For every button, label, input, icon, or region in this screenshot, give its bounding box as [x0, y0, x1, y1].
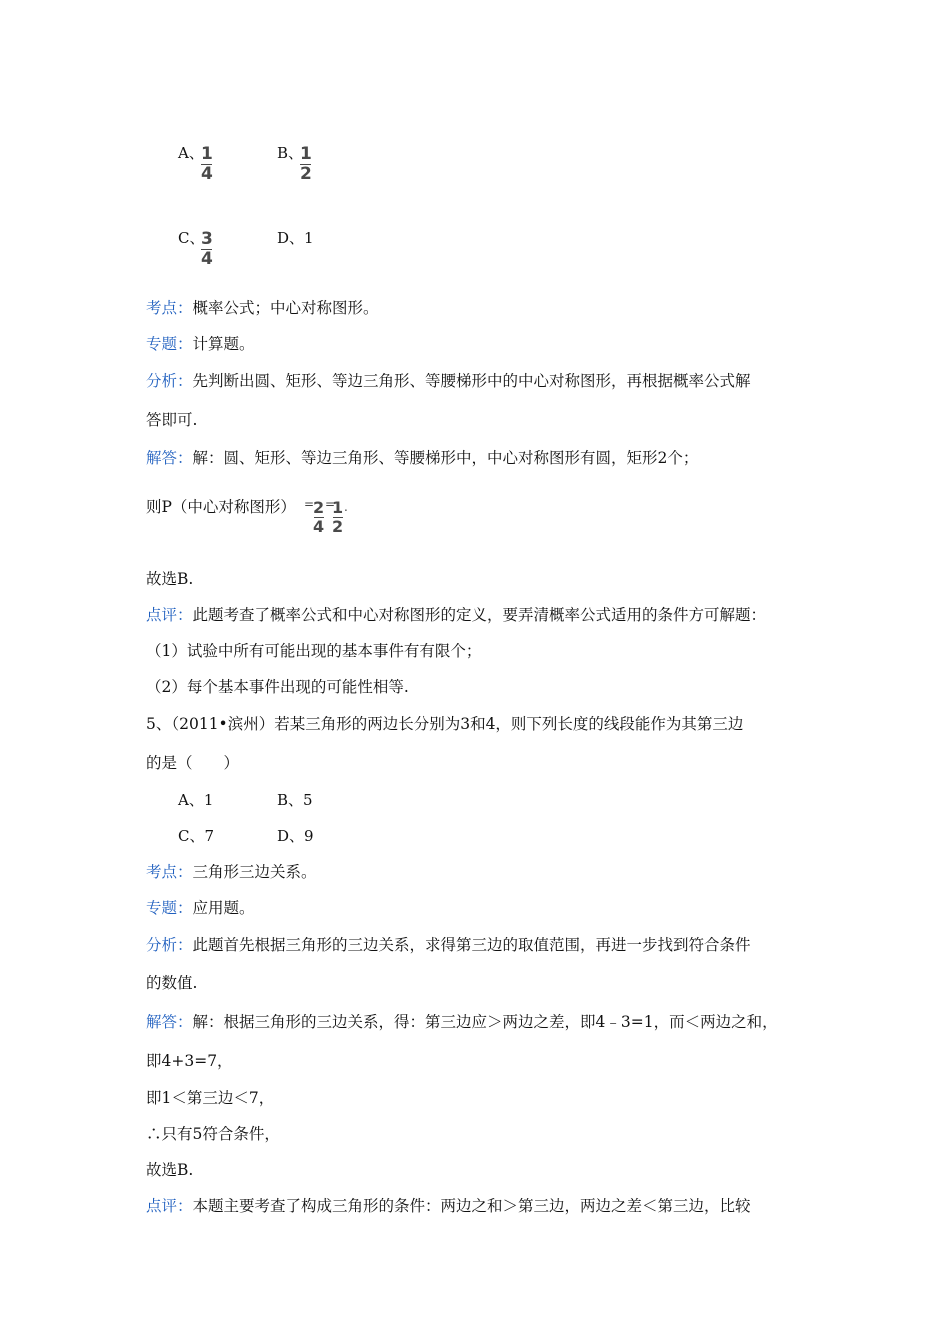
probability-formula-prefix: 则P（中心对称图形） [146, 498, 296, 516]
question-5-line-2: 的是（ ） [146, 754, 240, 772]
formula-period: . [344, 500, 348, 514]
fenxi-line [146, 935, 751, 955]
option-b-label: B、 [277, 144, 304, 162]
fraction-denominator: 2 [300, 164, 312, 184]
zhuanti-text: 应用题。 [192, 899, 255, 917]
option-d: D、9 [277, 827, 314, 845]
formula-equals-2: = [325, 497, 336, 511]
dianping-label: 点评： [146, 1197, 193, 1215]
kaodian-line [146, 862, 317, 882]
fraction-denominator: 4 [201, 249, 213, 269]
zhuanti-label: 专题： [146, 335, 193, 353]
jieda-label: 解答： [146, 1013, 193, 1031]
fraction-numerator: 2 [313, 498, 325, 517]
kaodian-text: 三角形三边关系。 [192, 863, 317, 881]
jieda-label: 解答： [146, 449, 193, 467]
option-d: D、1 [277, 229, 314, 247]
jieda-step-4: ∴只有5符合条件， [146, 1125, 280, 1143]
kaodian-line [146, 298, 379, 318]
fenxi-text: 先判断出圆、矩形、等边三角形、等腰梯形中的中心对称图形，再根据概率公式解 [192, 372, 751, 390]
option-a-label: A、 [178, 144, 204, 162]
jieda-text: 解：根据三角形的三边关系，得：第三边应＞两边之差，即4﹣3=1，而＜两边之和， [192, 1013, 778, 1031]
dianping-line [146, 605, 766, 625]
fraction-numerator: 1 [300, 144, 312, 164]
question-5-line-1: 5、（2011•滨州）若某三角形的两边长分别为3和4，则下列长度的线段能作为其第三边 [146, 715, 744, 733]
jieda-step-2: 即4+3=7， [146, 1052, 233, 1070]
answer-line: 故选B. [146, 1161, 194, 1179]
dianping-label: 点评： [146, 606, 193, 624]
fraction-denominator: 4 [313, 517, 325, 536]
jieda-line [146, 1012, 778, 1032]
condition-1: （1）试验中所有可能出现的基本事件有有限个； [146, 642, 482, 660]
kaodian-text: 概率公式；中心对称图形。 [192, 299, 379, 317]
zhuanti-line [146, 334, 255, 354]
fraction-denominator: 2 [332, 517, 344, 536]
zhuanti-text: 计算题。 [192, 335, 255, 353]
fraction-numerator: 3 [201, 229, 213, 249]
fraction-numerator: 1 [201, 144, 213, 164]
kaodian-label: 考点： [146, 299, 193, 317]
option-b-fraction [300, 146, 312, 183]
dianping-line [146, 1196, 751, 1216]
fenxi-line [146, 371, 751, 391]
fenxi-label: 分析： [146, 936, 193, 954]
kaodian-label: 考点： [146, 863, 193, 881]
fenxi-continuation: 答即可. [146, 411, 198, 429]
option-c: C、7 [178, 827, 215, 845]
option-b: B、5 [277, 791, 313, 809]
option-c-label: C、 [178, 229, 205, 247]
option-a: A、1 [178, 791, 214, 809]
formula-fraction-2-4 [313, 500, 324, 535]
dianping-text: 本题主要考查了构成三角形的条件：两边之和＞第三边，两边之差＜第三边，比较 [192, 1197, 751, 1215]
formula-fraction-1-2 [332, 500, 343, 535]
zhuanti-line [146, 898, 255, 918]
dianping-text: 此题考查了概率公式和中心对称图形的定义，要弄清概率公式适用的条件方可解题： [192, 606, 767, 624]
fraction-numerator: 1 [332, 498, 344, 517]
condition-2: （2）每个基本事件出现的可能性相等. [146, 678, 409, 696]
formula-equals-1: = [304, 497, 315, 511]
jieda-step-3: 即1＜第三边＜7， [146, 1089, 275, 1107]
answer-line: 故选B. [146, 570, 194, 588]
fraction-denominator: 4 [201, 164, 213, 184]
jieda-line [146, 448, 698, 468]
fenxi-continuation: 的数值. [146, 974, 198, 992]
fenxi-label: 分析： [146, 372, 193, 390]
fenxi-text: 此题首先根据三角形的三边关系，求得第三边的取值范围，再进一步找到符合条件 [192, 936, 751, 954]
jieda-text: 解：圆、矩形、等边三角形、等腰梯形中，中心对称图形有圆，矩形2个； [192, 449, 699, 467]
zhuanti-label: 专题： [146, 899, 193, 917]
option-a-fraction [201, 146, 213, 183]
option-c-fraction [201, 231, 213, 268]
